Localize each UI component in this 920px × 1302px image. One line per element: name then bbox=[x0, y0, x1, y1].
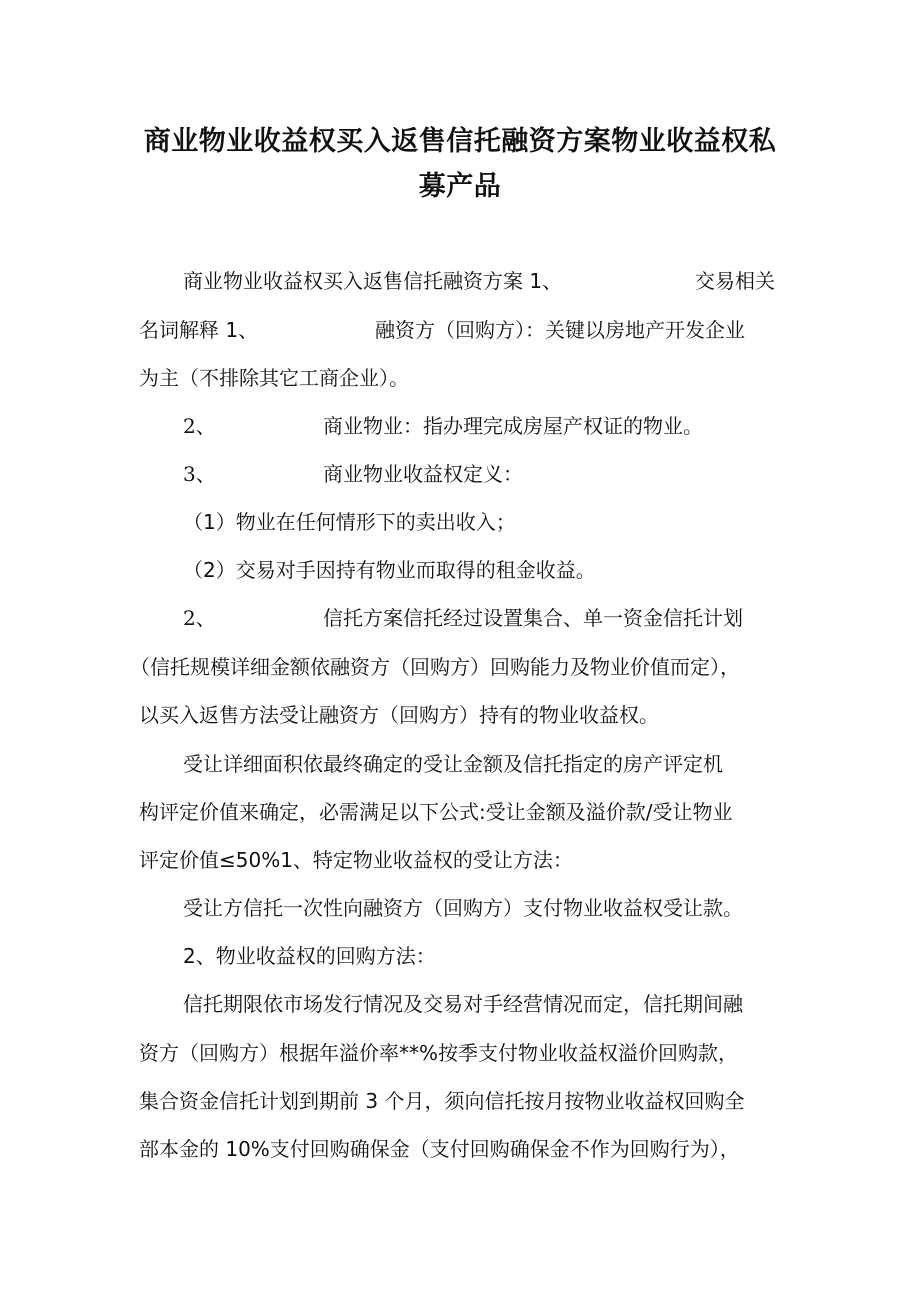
paragraph-1-line-1-tail: 交易相关 bbox=[695, 269, 775, 293]
paragraph-7-line-2: 构评定价值来确定，必需满足以下公式:受让金额及溢价款/受让物业 bbox=[139, 800, 733, 824]
paragraph-1-line-2: 名词解释 1、 bbox=[139, 318, 259, 342]
paragraph-3-text: 商业物业收益权定义： bbox=[323, 462, 523, 486]
paragraph-6-line-3: 以买入返售方法受让融资方（回购方）持有的物业收益权。 bbox=[139, 703, 659, 727]
paragraph-10-line-3: 集合资金信托计划到期前 3 个月，须向信托按月按物业收益权回购全 bbox=[139, 1089, 745, 1113]
paragraph-6-number: 2、 bbox=[183, 606, 216, 630]
paragraph-10-line-2: 资方（回购方）根据年溢价率**%按季支付物业收益权溢价回购款， bbox=[139, 1041, 739, 1065]
paragraph-3-number: 3、 bbox=[183, 462, 216, 486]
paragraph-4-item-1: （1）物业在任何情形下的卖出收入； bbox=[183, 510, 516, 534]
document-title-line-1: 商业物业收益权买入返售信托融资方案物业收益权私 bbox=[143, 126, 777, 157]
paragraph-7-line-1: 受让详细面积依最终确定的受让金额及信托指定的房产评定机 bbox=[183, 752, 723, 776]
paragraph-2-number: 2、 bbox=[183, 414, 216, 438]
paragraph-9-text: 2、物业收益权的回购方法： bbox=[183, 944, 436, 968]
paragraph-1-line-2-tail: 融资方（回购方）：关键以房地产开发企业 bbox=[375, 318, 745, 342]
paragraph-2-text: 商业物业：指办理完成房屋产权证的物业。 bbox=[323, 414, 703, 438]
paragraph-10-line-4: 部本金的 10%支付回购确保金（支付回购确保金不作为回购行为）， bbox=[139, 1137, 740, 1161]
paragraph-6-line-1: 信托方案信托经过设置集合、单一资金信托计划 bbox=[323, 606, 743, 630]
paragraph-10-line-1: 信托期限依市场发行情况及交易对手经营情况而定，信托期间融 bbox=[183, 992, 743, 1016]
paragraph-6-line-2: （信托规模详细金额依融资方（回购方）回购能力及物业价值而定）， bbox=[130, 655, 740, 679]
paragraph-8-text: 受让方信托一次性向融资方（回购方）支付物业收益权受让款。 bbox=[183, 896, 743, 920]
paragraph-5-item-2: （2）交易对手因持有物业而取得的租金收益。 bbox=[183, 558, 596, 582]
paragraph-1-line-3: 为主（不排除其它工商企业）。 bbox=[139, 366, 409, 390]
paragraph-7-line-3: 评定价值≤50%1、特定物业收益权的受让方法： bbox=[139, 848, 573, 872]
paragraph-1-line-1: 商业物业收益权买入返售信托融资方案 1、 bbox=[183, 269, 563, 293]
document-title-line-2: 募产品 bbox=[418, 171, 502, 202]
